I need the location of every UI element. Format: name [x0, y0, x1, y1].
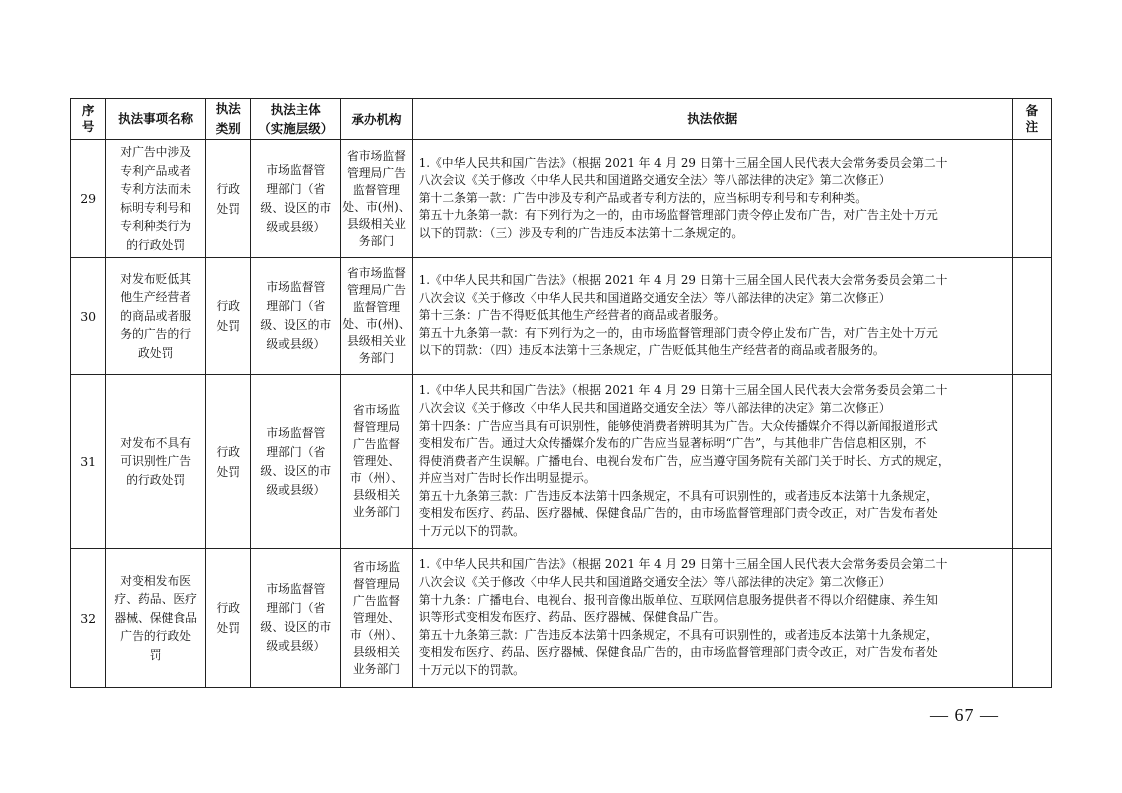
row-legal-basis-line: 1.《中华人民共和国广告法》（根据 2021 年 4 月 29 日第十三届全国人民代表大会常务委员会第二十: [418, 557, 948, 572]
row-organization-line: 广告监督: [352, 437, 401, 451]
row-legal-basis-line: 以下的罚款：（三）涉及专利的广告违反本法第十二条规定的。: [418, 225, 744, 240]
page-number: — 67 —: [930, 705, 999, 725]
row-legal-basis-line: 第十四条：广告应当具有可识别性，能够使消费者辨明其为广告。大众传播媒介不得以新闻报道形式: [418, 418, 938, 433]
header-item-name: 执法事项名称: [106, 99, 206, 140]
row-organization-line: 管理处、: [352, 454, 401, 468]
row-legal-basis-line: 以下的罚款：（四）违反本法第十三条规定，广告贬低其他生产经营者的商品或者服务的。: [418, 343, 885, 358]
row-legal-basis-line: 八次会议《关于修改〈中华人民共和国道路交通安全法〉等八部法律的决定》第二次修正）: [418, 400, 891, 415]
row-legal-basis-line: 1.《中华人民共和国广告法》（根据 2021 年 4 月 29 日第十三届全国人民代表大会常务委员会第二十: [418, 273, 948, 288]
row-item-name-line: 广告的行政处: [120, 629, 192, 644]
row-organization-line: 管理局广告: [346, 283, 406, 297]
row-legal-basis-line: 第五十九条第三款：广告违反本法第十四条规定，不具有可识别性的，或者违反本法第十九条规定，: [418, 488, 938, 503]
row-legal-basis-line: 变相发布广告。通过大众传播媒介发布的广告应当显著标明“广告”，与其他非广告信息相区别，不: [418, 436, 927, 451]
row-item-name-line: 对广告中涉及: [120, 145, 192, 159]
row-organization-line: 监督管理: [352, 182, 401, 197]
row-subject-line: 市场监督管: [266, 162, 326, 177]
row-item-name: [106, 258, 206, 375]
row-item-name: [106, 375, 206, 549]
row-legal-basis: [412, 258, 1012, 375]
row-organization-line: 广告监督: [352, 593, 401, 608]
row-subject-line: 级、设区的市: [260, 463, 332, 478]
row-organization-line: 督管理局: [352, 576, 401, 591]
row-remarks: [1012, 258, 1051, 375]
row-subject-line: 级、设区的市: [260, 620, 332, 634]
row-type: [206, 375, 251, 549]
row-item-name-line: 专利方法而未: [120, 182, 192, 196]
row-index: 31: [71, 375, 106, 549]
row-type: [206, 140, 251, 258]
row-item-name-line: 他生产经营者: [120, 290, 192, 305]
row-type-line: 处罚: [216, 621, 241, 635]
row-legal-basis: [412, 375, 1012, 549]
row-subject-line: 市场监督管: [266, 425, 326, 440]
row-item-name-line: 的行政处罚: [126, 472, 186, 487]
row-subject-line: 级、设区的市: [260, 318, 332, 332]
row-organization-line: 监督管理: [352, 300, 401, 314]
row-subject-line: 级或县级）: [266, 337, 326, 351]
row-item-name-line: 专利种类行为: [120, 219, 192, 233]
row-legal-basis-line: 十万元以下的罚款。: [418, 662, 525, 677]
row-subject-line: 级或县级）: [266, 482, 326, 497]
row-legal-basis-line: 十万元以下的罚款。: [418, 524, 525, 539]
header-subject-line: 执法主体: [270, 102, 321, 117]
header-remarks-line: 注: [1025, 119, 1039, 134]
row-organization: [341, 549, 413, 688]
row-remarks: [1012, 549, 1051, 688]
header-subject: [251, 99, 341, 140]
row-legal-basis-line: 1.《中华人民共和国广告法》（根据 2021 年 4 月 29 日第十三届全国人民代表大会常务委员会第二十: [418, 383, 948, 398]
row-organization-line: 省市场监: [352, 559, 401, 574]
row-legal-basis: [412, 140, 1012, 258]
row-organization: [341, 375, 413, 549]
row-organization: [341, 258, 413, 375]
table-row: [71, 549, 1052, 688]
row-legal-basis-line: 八次会议《关于修改〈中华人民共和国道路交通安全法〉等八部法律的决定》第二次修正）: [418, 290, 891, 305]
row-item-name-line: 对发布不具有: [120, 435, 192, 450]
row-organization-line: 务部门: [358, 351, 395, 365]
row-remarks: [1012, 375, 1051, 549]
row-legal-basis-line: 变相发布医疗、药品、医疗器械、保健食品广告的，由市场监督管理部门责令改正，对广告发布者处: [418, 506, 938, 521]
row-organization-line: 处、市(州)、: [342, 317, 411, 331]
row-legal-basis-line: 变相发布医疗、药品、医疗器械、保健食品广告的，由市场监督管理部门责令改正，对广告发布者处: [418, 645, 938, 660]
header-remarks: [1012, 99, 1051, 140]
row-organization-line: 业务部门: [352, 505, 401, 519]
row-legal-basis-line: 第五十九条第一款：有下列行为之一的，由市场监督管理部门责令停止发布广告，对广告主处十万元: [418, 208, 938, 223]
row-legal-basis-line: 八次会议《关于修改〈中华人民共和国道路交通安全法〉等八部法律的决定》第二次修正）: [418, 173, 891, 188]
row-item-name-line: 的行政处罚: [126, 237, 186, 252]
row-subject-line: 市场监督管: [266, 280, 326, 294]
row-legal-basis-line: 得使消费者产生误解。广播电台、电视台发布广告，应当遵守国务院有关部门关于时长、方式的规定，: [418, 453, 950, 468]
table-row: [71, 375, 1052, 549]
row-subject-line: 级或县级）: [266, 219, 326, 234]
row-organization-line: 县级相关: [352, 488, 401, 502]
row-organization-line: 管理局广告: [346, 165, 406, 180]
row-item-name-line: 的商品或者服: [120, 308, 192, 323]
row-subject-line: 级、设区的市: [260, 200, 332, 215]
row-type-line: 行政: [216, 444, 241, 459]
row-organization-line: 务部门: [358, 233, 395, 248]
header-subject-line: （实施层级）: [258, 121, 334, 136]
row-type-line: 处罚: [216, 464, 241, 479]
header-index: [71, 99, 106, 140]
row-organization: [341, 140, 413, 258]
row-legal-basis-line: 八次会议《关于修改〈中华人民共和国道路交通安全法〉等八部法律的决定》第二次修正）: [418, 575, 891, 590]
enforcement-table-page: [70, 98, 1052, 688]
row-legal-basis-line: 第十三条：广告不得贬低其他生产经营者的商品或者服务。: [418, 308, 726, 323]
row-type-line: 行政: [216, 299, 241, 313]
header-type-line: 执法: [215, 101, 241, 116]
row-index: 29: [71, 140, 106, 258]
row-type-line: 行政: [216, 601, 241, 615]
row-organization-line: 业务部门: [352, 661, 401, 676]
row-organization-line: 省市场监督: [346, 266, 406, 280]
row-organization-line: 省市场监: [352, 403, 401, 417]
row-legal-basis: [412, 549, 1012, 688]
row-type-line: 处罚: [216, 319, 241, 333]
table-row: [71, 140, 1052, 258]
row-item-name-line: 政处罚: [137, 345, 174, 360]
row-subject-line: 市场监督管: [266, 582, 326, 596]
enforcement-items-table: [70, 98, 1052, 688]
header-type-line: 类别: [215, 121, 241, 136]
row-organization-line: 省市场监督: [346, 148, 406, 163]
header-type: [206, 99, 251, 140]
row-subject: [251, 549, 341, 688]
row-legal-basis-line: 第五十九条第一款：有下列行为之一的，由市场监督管理部门责令停止发布广告，对广告主处十万元: [418, 325, 938, 340]
row-index: 32: [71, 549, 106, 688]
header-remarks-line: 备: [1025, 103, 1039, 118]
row-index: 30: [71, 258, 106, 375]
row-legal-basis-line: 第十二条第一款：广告中涉及专利产品或者专利方法的，应当标明专利号和专利种类。: [418, 190, 868, 205]
row-item-name-line: 专利产品或者: [120, 163, 192, 178]
row-subject: [251, 258, 341, 375]
row-subject-line: 理部门（省: [266, 181, 326, 196]
row-organization-line: 县级相关业: [346, 216, 406, 231]
row-item-name-line: 对变相发布医: [120, 573, 192, 588]
row-subject: [251, 375, 341, 549]
row-type: [206, 549, 251, 688]
row-legal-basis-line: 并应当对广告时长作出明显提示。: [418, 471, 596, 486]
row-type-line: 处罚: [216, 201, 241, 216]
row-subject-line: 理部门（省: [266, 299, 326, 313]
row-organization-line: 管理处、: [352, 610, 401, 625]
header-index-line: 号: [81, 119, 95, 134]
row-organization-line: 市（州）、: [349, 627, 403, 642]
table-header-row: [71, 99, 1052, 140]
row-type-line: 行政: [216, 181, 241, 196]
row-subject-line: 理部门（省: [266, 444, 326, 459]
row-organization-line: 督管理局: [352, 420, 401, 434]
row-remarks: [1012, 140, 1051, 258]
row-legal-basis-line: 第十九条：广播电台、电视台、报刊音像出版单位、互联网信息服务提供者不得以介绍健康、养生知: [418, 592, 938, 607]
row-subject: [251, 140, 341, 258]
row-item-name-line: 务的广告的行: [120, 327, 192, 342]
row-item-name-line: 可识别性广告: [120, 454, 192, 469]
row-organization-line: 处、市(州)、: [342, 199, 411, 214]
row-item-name-line: 疗、药品、医疗: [114, 592, 197, 607]
table-body: [71, 140, 1052, 688]
row-item-name-line: 器械、保健食品: [114, 610, 197, 625]
row-legal-basis-line: 1.《中华人民共和国广告法》（根据 2021 年 4 月 29 日第十三届全国人民代表大会常务委员会第二十: [418, 155, 948, 170]
table-row: [71, 258, 1052, 375]
row-item-name-line: 标明专利号和: [120, 200, 192, 215]
row-legal-basis-line: 识等形式变相发布医疗、药品、医疗器械、保健食品广告。: [418, 610, 726, 625]
row-organization-line: 市（州）、: [349, 471, 403, 485]
row-organization-line: 县级相关: [352, 644, 401, 659]
row-subject-line: 理部门（省: [266, 601, 326, 615]
row-item-name: [106, 549, 206, 688]
row-subject-line: 级或县级）: [266, 639, 326, 653]
row-item-name: [106, 140, 206, 258]
row-item-name-line: 罚: [149, 647, 162, 662]
header-organization: 承办机构: [341, 99, 413, 140]
row-organization-line: 县级相关业: [346, 334, 406, 348]
row-item-name-line: 对发布贬低其: [120, 271, 192, 286]
header-legal-basis: 执法依据: [412, 99, 1012, 140]
header-index-line: 序: [81, 103, 95, 118]
row-legal-basis-line: 第五十九条第三款：广告违反本法第十四条规定，不具有可识别性的，或者违反本法第十九条规定，: [418, 627, 938, 642]
row-type: [206, 258, 251, 375]
